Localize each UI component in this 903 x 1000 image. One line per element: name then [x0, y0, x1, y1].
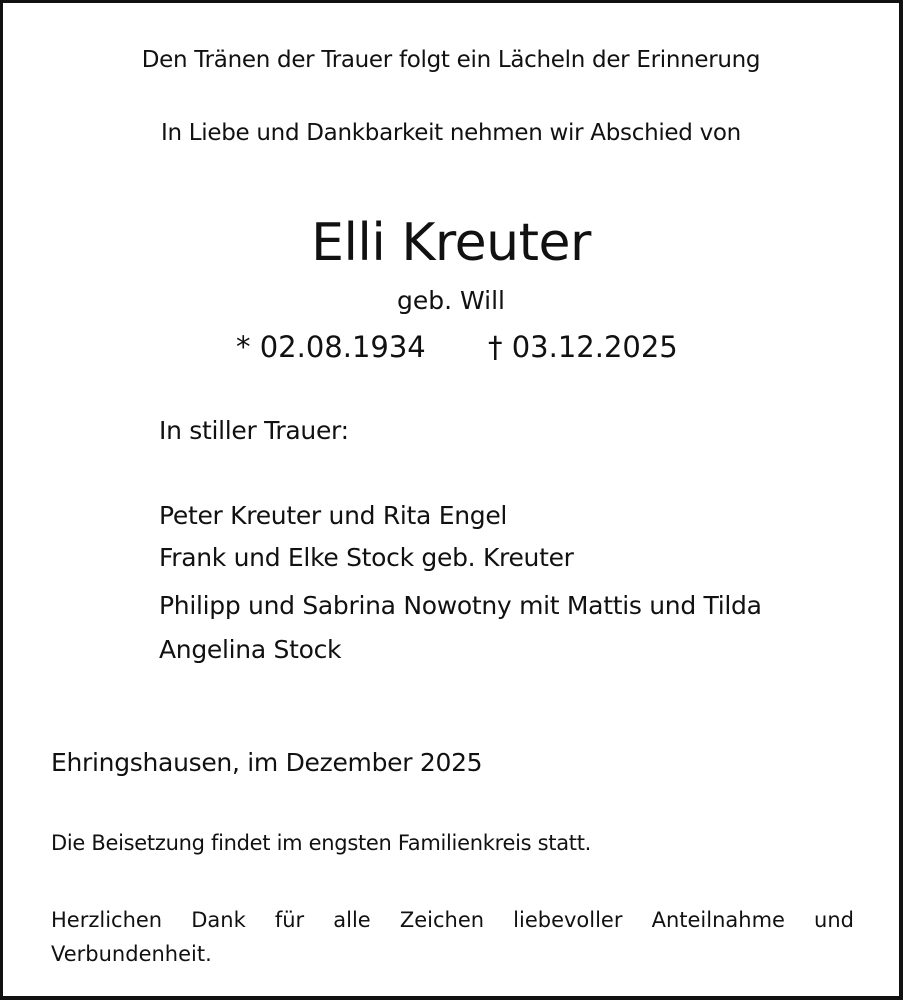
mourning-label: In stiller Trauer:	[159, 416, 349, 445]
death-date: † 03.12.2025	[488, 330, 678, 364]
thanks-line-1: Herzlichen Dank für alle Zeichen liebevoller Anteilnahme und	[51, 908, 854, 932]
deceased-name: Elli Kreuter	[311, 213, 591, 273]
mourner-line: Frank und Elke Stock geb. Kreuter	[159, 543, 574, 572]
thanks-line-2: Verbundenheit.	[51, 942, 212, 966]
thanks-text	[51, 903, 854, 971]
maiden-name: geb. Will	[396, 286, 506, 315]
birth-date: * 02.08.1934	[236, 330, 426, 364]
burial-note: Die Beisetzung findet im engsten Familienkreis statt.	[51, 831, 592, 855]
mourner-line: Angelina Stock	[159, 635, 342, 664]
intro-text: In Liebe und Dankbarkeit nehmen wir Abschied von	[161, 120, 741, 146]
mourner-line: Philipp und Sabrina Nowotny mit Mattis und Tilda	[159, 591, 762, 620]
place-and-date: Ehringshausen, im Dezember 2025	[51, 748, 483, 777]
mourner-line: Peter Kreuter und Rita Engel	[159, 501, 508, 530]
motto: Den Tränen der Trauer folgt ein Lächeln der Erinnerung	[141, 47, 761, 73]
